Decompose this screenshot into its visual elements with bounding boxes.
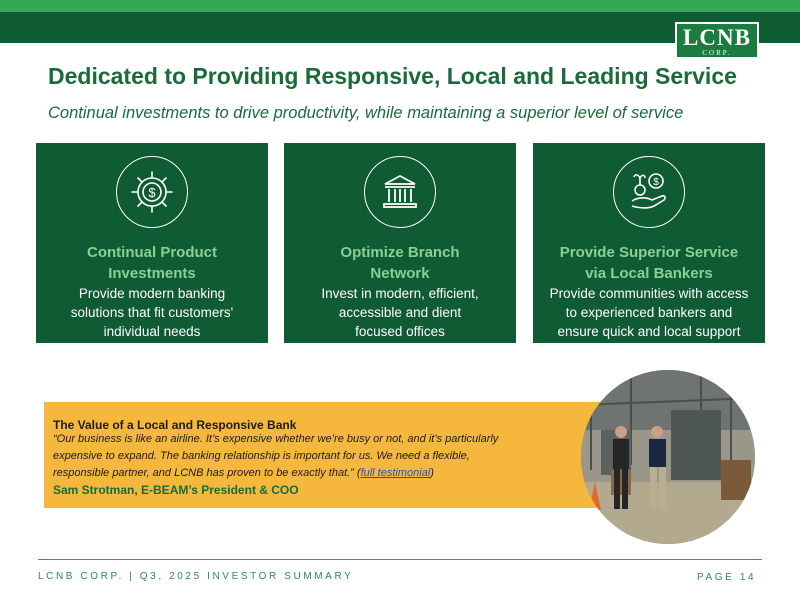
page-title: Dedicated to Providing Responsive, Local and Leading Service bbox=[48, 63, 737, 89]
card-body bbox=[284, 284, 516, 341]
card-product-investments bbox=[36, 143, 268, 343]
company-logo bbox=[675, 22, 759, 59]
card-body-line: solutions that fit customers' bbox=[70, 305, 234, 320]
testimonial-line: expensive to expand. The banking relationship is important for us. We need a flexible, bbox=[53, 450, 470, 462]
page-subtitle: Continual investments to drive productivity, while maintaining a superior level of service bbox=[48, 104, 684, 122]
card-body-line: to experienced bankers and bbox=[565, 305, 733, 320]
card-body-line: accessible and dient bbox=[338, 305, 462, 320]
testimonial-close-paren: ) bbox=[430, 467, 434, 479]
card-title-line: Optimize Branch bbox=[340, 244, 460, 261]
testimonial-heading: The Value of a Local and Responsive Bank bbox=[53, 418, 297, 432]
card-title bbox=[36, 242, 268, 284]
card-body-line: ensure quick and local support bbox=[557, 324, 741, 339]
top-accent-stripe bbox=[0, 0, 800, 12]
card-body-line: individual needs bbox=[103, 324, 201, 339]
svg-text:$: $ bbox=[148, 185, 156, 200]
logo-subtext: CORP. bbox=[702, 49, 732, 57]
full-testimonial-link[interactable]: full testimonial bbox=[360, 467, 431, 479]
footer-divider bbox=[38, 559, 762, 560]
card-body-line: Provide communities with access bbox=[549, 286, 749, 301]
testimonial-line: “Our business is like an airline. It’s expensive whether we’re busy or not, and it’s particularly bbox=[53, 433, 499, 445]
card-title bbox=[284, 242, 516, 284]
gear-dollar-icon bbox=[116, 156, 188, 228]
testimonial-line-text: responsible partner, and LCNB has proven to be exactly that.” ( bbox=[53, 467, 361, 479]
bank-building-icon bbox=[364, 156, 436, 228]
card-body-line: Provide modern banking bbox=[78, 286, 226, 301]
card-branch-network bbox=[284, 143, 516, 343]
card-body-line: focused offices bbox=[355, 324, 445, 339]
testimonial-line-last bbox=[53, 467, 434, 479]
factory-photo bbox=[581, 370, 755, 544]
logo-wordmark: LCNB bbox=[683, 25, 751, 50]
footer-doc-title: LCNB CORP. | Q3, 2025 INVESTOR SUMMARY bbox=[38, 571, 354, 582]
testimonial-author: Sam Strotman, E-BEAM’s President & COO bbox=[53, 483, 299, 497]
card-local-bankers bbox=[533, 143, 765, 343]
card-title-line: Provide Superior Service bbox=[559, 244, 739, 261]
card-title bbox=[533, 242, 765, 284]
card-body bbox=[533, 284, 765, 341]
card-title-line: via Local Bankers bbox=[585, 265, 713, 282]
testimonial-box bbox=[44, 402, 604, 508]
card-title-line: Investments bbox=[108, 265, 196, 282]
card-body bbox=[36, 284, 268, 341]
card-title-line: Continual Product bbox=[87, 244, 217, 261]
hand-money-icon bbox=[613, 156, 685, 228]
page-number: PAGE 14 bbox=[697, 572, 757, 583]
svg-text:$: $ bbox=[653, 177, 659, 188]
card-title-line: Network bbox=[370, 265, 430, 282]
card-body-line: Invest in modern, efficient, bbox=[321, 286, 479, 301]
